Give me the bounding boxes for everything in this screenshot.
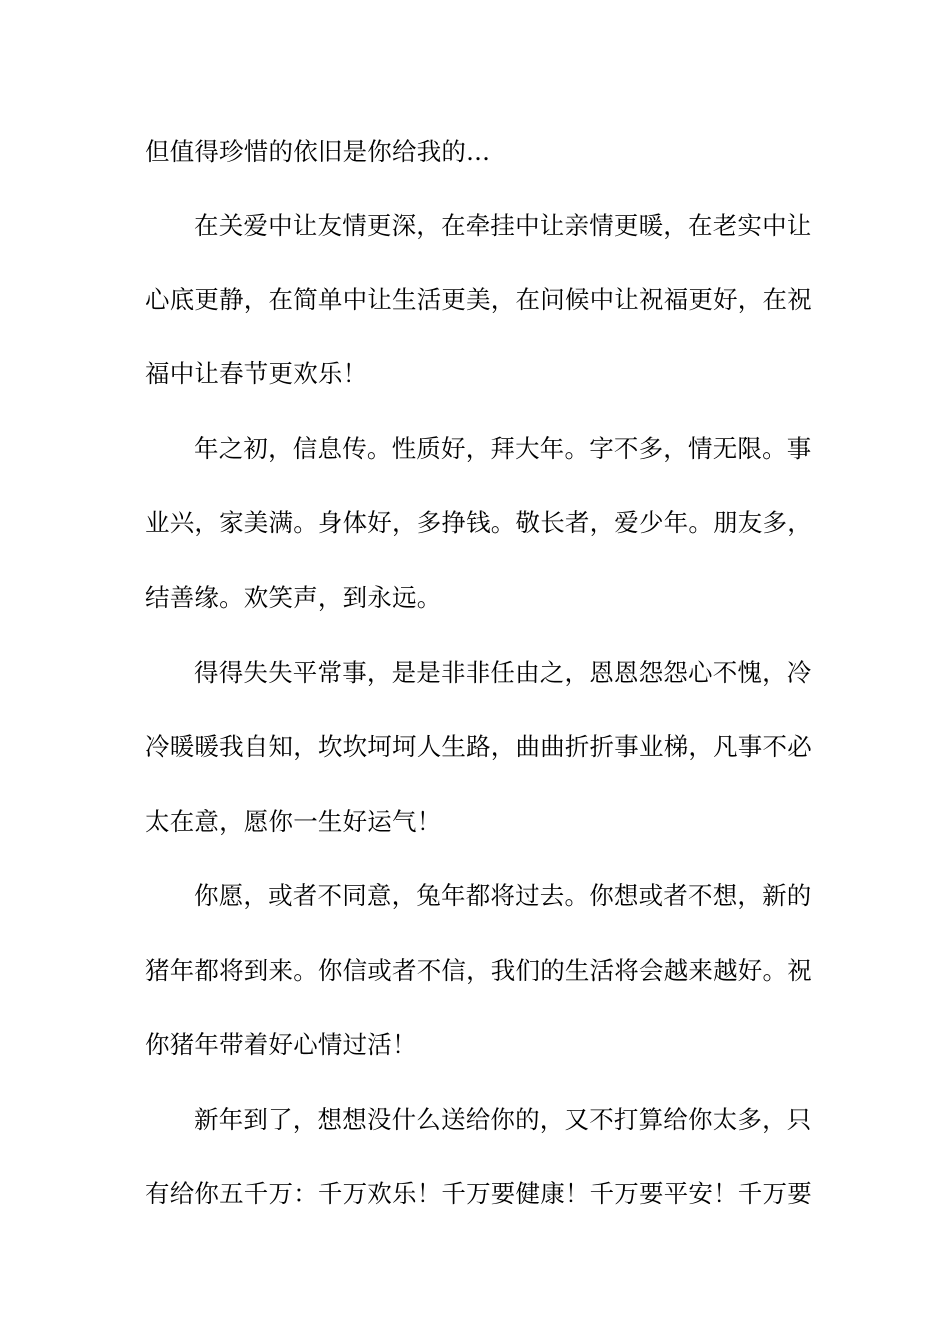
text-line: 结善缘。欢笑声，到永远。 [145,583,442,612]
text-line: 心底更静，在简单中让生活更美，在问候中让祝福更好，在祝 [145,285,812,314]
text-line: 但值得珍惜的依旧是你给我的... [145,137,491,166]
text-line: 有给你五千万：千万欢乐！千万要健康！千万要平安！千万要 [145,1179,812,1208]
text-line: 你猪年带着好心情过活！ [145,1030,417,1059]
text-line: 福中让春节更欢乐！ [145,359,368,388]
paragraph-first-line: 你愿，或者不同意，兔年都将过去。你想或者不想，新的 [194,881,812,910]
text-line: 业兴，家美满。身体好，多挣钱。敬长者，爱少年。朋友多， [145,508,812,537]
text-line: 猪年都将到来。你信或者不信，我们的生活将会越来越好。祝 [145,956,812,985]
text-line: 冷暖暖我自知，坎坎坷坷人生路，曲曲折折事业梯，凡事不必 [145,732,812,761]
paragraph-first-line: 年之初，信息传。性质好，拜大年。字不多，情无限。事 [194,434,812,463]
paragraph-first-line: 得得失失平常事，是是非非任由之，恩恩怨怨心不愧，冷 [194,658,812,687]
text-line: 太在意，愿你一生好运气！ [145,807,442,836]
paragraph-first-line: 新年到了，想想没什么送给你的，又不打算给你太多，只 [194,1105,812,1134]
paragraph-first-line: 在关爱中让友情更深，在牵挂中让亲情更暖，在老实中让 [194,211,812,240]
